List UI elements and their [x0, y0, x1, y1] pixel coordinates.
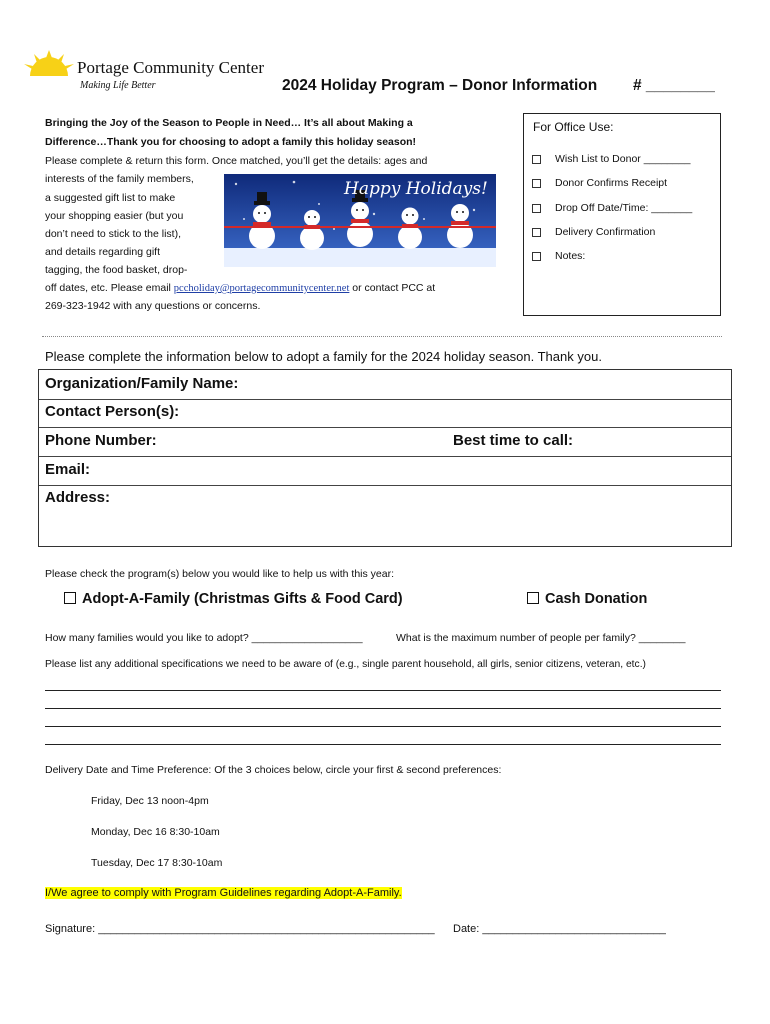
checkbox[interactable]: [527, 592, 539, 604]
specifications-line[interactable]: [45, 744, 721, 745]
intro-line-5: a suggested gift list to make: [45, 192, 176, 204]
max-people-question[interactable]: What is the maximum number of people per family? ________: [396, 632, 686, 644]
office-use-title: For Office Use:: [533, 120, 614, 134]
checkbox[interactable]: [532, 155, 541, 164]
intro-line-7: don’t need to stick to the list),: [45, 228, 181, 240]
office-item-label: Notes:: [555, 250, 586, 262]
email-link[interactable]: pccholiday@portagecommunitycenter.net: [173, 283, 350, 294]
adopt-a-family-option[interactable]: [64, 591, 403, 607]
delivery-choice-1[interactable]: Friday, Dec 13 noon-4pm: [91, 795, 209, 807]
checkbox[interactable]: [532, 204, 541, 213]
intro-line-6: your shopping easier (but you: [45, 210, 184, 222]
banner-text: Happy Holidays!: [344, 179, 488, 199]
intro-line-2: Difference…Thank you for choosing to adopt a family this holiday season!: [45, 136, 417, 148]
checkbox[interactable]: [64, 592, 76, 604]
delivery-choice-3[interactable]: Tuesday, Dec 17 8:30-10am: [91, 857, 223, 869]
best-time-field[interactable]: Best time to call:: [453, 432, 574, 449]
logo-tagline: Making Life Better: [80, 80, 156, 91]
email-field[interactable]: Email:: [45, 461, 91, 478]
row-divider: [39, 485, 731, 486]
program-prompt: Please check the program(s) below you would like to help us with this year:: [45, 568, 395, 580]
checkbox[interactable]: [532, 228, 541, 237]
row-divider: [39, 427, 731, 428]
families-question[interactable]: How many families would you like to adopt? ___________________: [45, 632, 363, 644]
specifications-line[interactable]: [45, 708, 721, 709]
row-divider: [39, 456, 731, 457]
delivery-prompt: Delivery Date and Time Preference: Of the 3 choices below, circle your first & second preferences:: [45, 764, 502, 776]
agreement-text: I/We agree to comply with Program Guidelines regarding Adopt-A-Family.: [45, 887, 402, 899]
intro-line-3: Please complete & return this form. Once matched, you’ll get the details: ages and: [45, 155, 428, 167]
office-item-drop-off: [532, 202, 692, 214]
contact-person-field[interactable]: Contact Person(s):: [45, 403, 180, 420]
office-item-delivery: [532, 226, 655, 238]
intro-line-9: tagging, the food basket, drop-: [45, 264, 188, 276]
office-item-notes: [532, 250, 585, 262]
cash-donation-label: Cash Donation: [545, 591, 648, 607]
row-divider: [39, 399, 731, 400]
info-instruction: Please complete the information below to adopt a family for the 2024 holiday season. Thank you.: [45, 349, 602, 364]
org-family-name-field[interactable]: Organization/Family Name:: [45, 375, 239, 392]
intro-line-10: [45, 281, 435, 296]
donor-info-box: [38, 369, 732, 547]
adopt-a-family-label: Adopt-A-Family (Christmas Gifts & Food Card): [82, 591, 403, 607]
intro-line-8: and details regarding gift: [45, 246, 160, 258]
office-item-label: Donor Confirms Receipt: [555, 177, 668, 189]
office-item-donor-confirms: [532, 177, 667, 189]
specifications-line[interactable]: [45, 690, 721, 691]
intro-line-11: 269-323-1942 with any questions or concerns.: [45, 300, 261, 312]
cash-donation-option[interactable]: [527, 591, 647, 607]
office-item-wish-list: [532, 153, 690, 165]
signature-field[interactable]: Signature: _______________________________________________________: [45, 923, 435, 935]
office-item-label: Delivery Confirmation: [555, 226, 656, 238]
address-field[interactable]: Address:: [45, 489, 111, 506]
delivery-choice-2[interactable]: Monday, Dec 16 8:30-10am: [91, 826, 220, 838]
intro-line-10-post: or contact PCC at: [349, 282, 436, 294]
section-divider: [42, 336, 722, 337]
form-title: 2024 Holiday Program – Donor Information: [282, 77, 598, 94]
checkbox[interactable]: [532, 179, 541, 188]
form-number: # ________: [633, 77, 715, 94]
sun-logo-icon: [24, 50, 74, 76]
intro-line-10-pre: off dates, etc. Please email: [45, 282, 174, 294]
logo-name: Portage Community Center: [77, 58, 264, 77]
office-use-box: [523, 113, 721, 316]
agreement-statement: [45, 887, 402, 899]
date-field[interactable]: Date: ______________________________: [453, 923, 666, 935]
intro-line-1: Bringing the Joy of the Season to People in Need… It’s all about Making a: [45, 117, 413, 129]
office-item-label: Drop Off Date/Time: _______: [555, 202, 693, 214]
office-item-label: Wish List to Donor ________: [555, 153, 691, 165]
specifications-question: Please list any additional specifications we need to be aware of (e.g., single parent household, all girls, senior citizens, veteran, etc.): [45, 659, 646, 670]
intro-line-4: interests of the family members,: [45, 173, 194, 185]
happy-holidays-snowmen-image: [224, 174, 496, 267]
checkbox[interactable]: [532, 252, 541, 261]
phone-number-field[interactable]: Phone Number:: [45, 432, 157, 449]
specifications-line[interactable]: [45, 726, 721, 727]
